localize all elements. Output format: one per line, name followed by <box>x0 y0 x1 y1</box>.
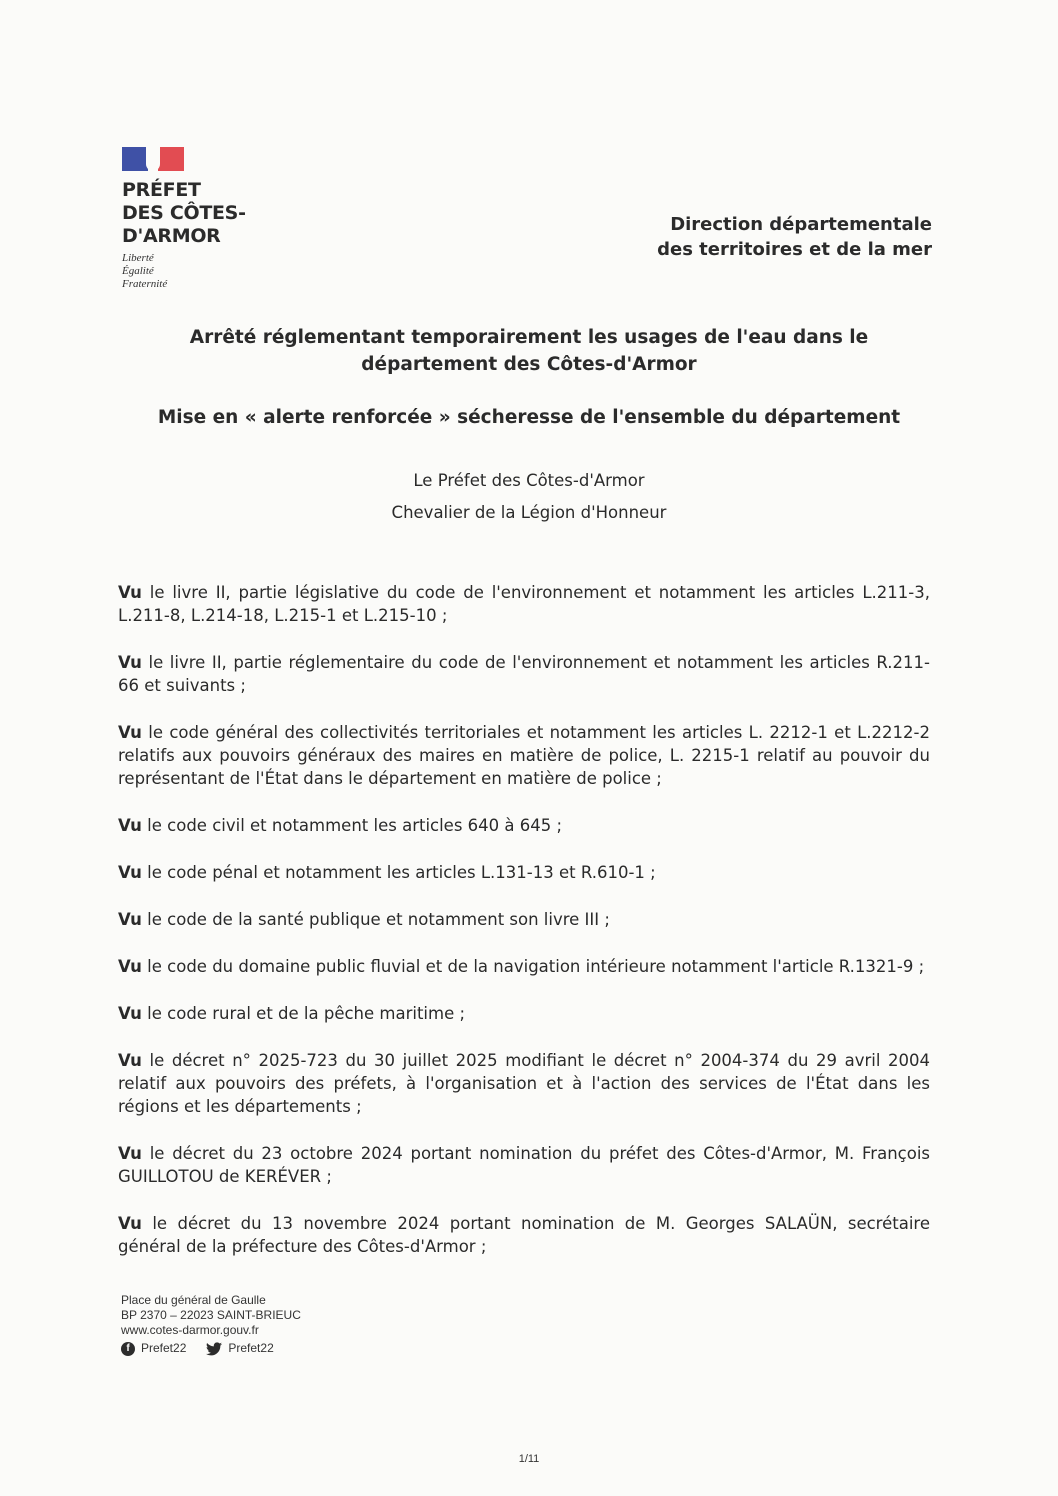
twitter-handle: Prefet22 <box>228 1341 274 1355</box>
visa-text: le code de la santé publique et notamment son livre III ; <box>141 910 610 929</box>
twitter-icon <box>206 1342 222 1356</box>
direction-line: Direction départementale <box>670 214 932 235</box>
footer-address-line: Place du général de Gaulle <box>121 1293 266 1307</box>
visa-paragraph <box>118 651 930 697</box>
motto-line: Égalité <box>122 265 154 277</box>
vu-label: Vu <box>118 863 142 882</box>
motto-line: Liberté <box>122 252 154 264</box>
vu-label: Vu <box>118 1004 142 1023</box>
marianne-flag-icon <box>122 147 184 171</box>
footer-contact <box>121 1293 301 1356</box>
authority-block <box>110 465 948 529</box>
visa-text: le livre II, partie réglementaire du code de l'environnement et notamment les articles R.211-66 et suivants ; <box>118 653 930 695</box>
direction-line: des territoires et de la mer <box>657 239 932 260</box>
document-subtitle <box>110 404 948 431</box>
vu-label: Vu <box>118 1144 142 1163</box>
visa-text: le code du domaine public fluvial et de la navigation intérieure notamment l'article R.1321-9 ; <box>141 957 925 976</box>
vu-label: Vu <box>118 910 142 929</box>
vu-label: Vu <box>118 723 142 742</box>
footer-website: www.cotes-darmor.gouv.fr <box>121 1323 259 1337</box>
visa-paragraph <box>118 1212 930 1258</box>
visa-paragraph <box>118 581 930 627</box>
vu-label: Vu <box>118 816 142 835</box>
direction-heading <box>657 212 932 262</box>
footer-address-line: BP 2370 – 22023 SAINT-BRIEUC <box>121 1308 301 1322</box>
visa-paragraph <box>118 908 930 931</box>
prefecture-logo <box>122 147 272 291</box>
visa-text: le livre II, partie législative du code de l'environnement et notamment les articles L.211-3, L.211-8, L.214-18, L.215-1 et L.215-10 ; <box>118 583 930 625</box>
subtitle-text: Mise en « alerte renforcée » sécheresse de l'ensemble du département <box>157 407 901 428</box>
prefet-line: D'ARMOR <box>122 225 221 247</box>
vu-label: Vu <box>118 1214 142 1233</box>
page-number: 1/11 <box>518 1453 540 1465</box>
social-links <box>121 1341 301 1356</box>
visa-text: le décret du 23 octobre 2024 portant nomination du préfet des Côtes-d'Armor, M. François GUILLOTOU de KERÉVER ; <box>118 1144 930 1186</box>
prefet-line: PRÉFET <box>122 179 201 201</box>
visa-text: le décret n° 2025-723 du 30 juillet 2025 modifiant le décret n° 2004-374 du 29 avril 2004 relatif aux pouvoirs des préfets, à l'organisation et à l'action des services de l'État dans les régions et les départements ; <box>118 1051 930 1116</box>
title-line: Arrêté réglementant temporairement les usages de l'eau dans le <box>189 327 869 348</box>
vu-label: Vu <box>118 1051 142 1070</box>
vu-label: Vu <box>118 583 142 602</box>
prefet-line: DES CÔTES- <box>122 202 246 224</box>
authority-line: Chevalier de la Légion d'Honneur <box>391 503 667 522</box>
visa-paragraph <box>118 1142 930 1188</box>
visa-list <box>118 581 930 1282</box>
motto-line: Fraternité <box>122 278 168 290</box>
visa-paragraph <box>118 814 930 837</box>
authority-line: Le Préfet des Côtes-d'Armor <box>413 471 645 490</box>
vu-label: Vu <box>118 957 142 976</box>
visa-paragraph <box>118 1049 930 1118</box>
visa-text: le code civil et notamment les articles 640 à 645 ; <box>141 816 563 835</box>
facebook-handle: Prefet22 <box>141 1341 187 1355</box>
visa-paragraph <box>118 861 930 884</box>
vu-label: Vu <box>118 653 142 672</box>
visa-paragraph <box>118 721 930 790</box>
visa-paragraph <box>118 1002 930 1025</box>
facebook-icon: f <box>121 1342 135 1356</box>
document-title <box>110 324 948 378</box>
visa-text: le code rural et de la pêche maritime ; <box>141 1004 466 1023</box>
visa-text: le décret du 13 novembre 2024 portant nomination de M. Georges SALAÜN, secrétaire général de la préfecture des Côtes-d'Armor ; <box>118 1214 930 1256</box>
prefet-name <box>122 179 272 248</box>
visa-text: le code pénal et notamment les articles L.131-13 et R.610-1 ; <box>141 863 656 882</box>
republic-motto <box>122 252 272 291</box>
title-line: département des Côtes-d'Armor <box>361 354 697 375</box>
visa-paragraph <box>118 955 930 978</box>
visa-text: le code général des collectivités territoriales et notamment les articles L. 2212-1 et L.2212-2 relatifs aux pouvoirs généraux des maires en matière de police, L. 2215-1 relatif au pouvoir du représentant de l'État dans le département en matière de police ; <box>118 723 930 788</box>
